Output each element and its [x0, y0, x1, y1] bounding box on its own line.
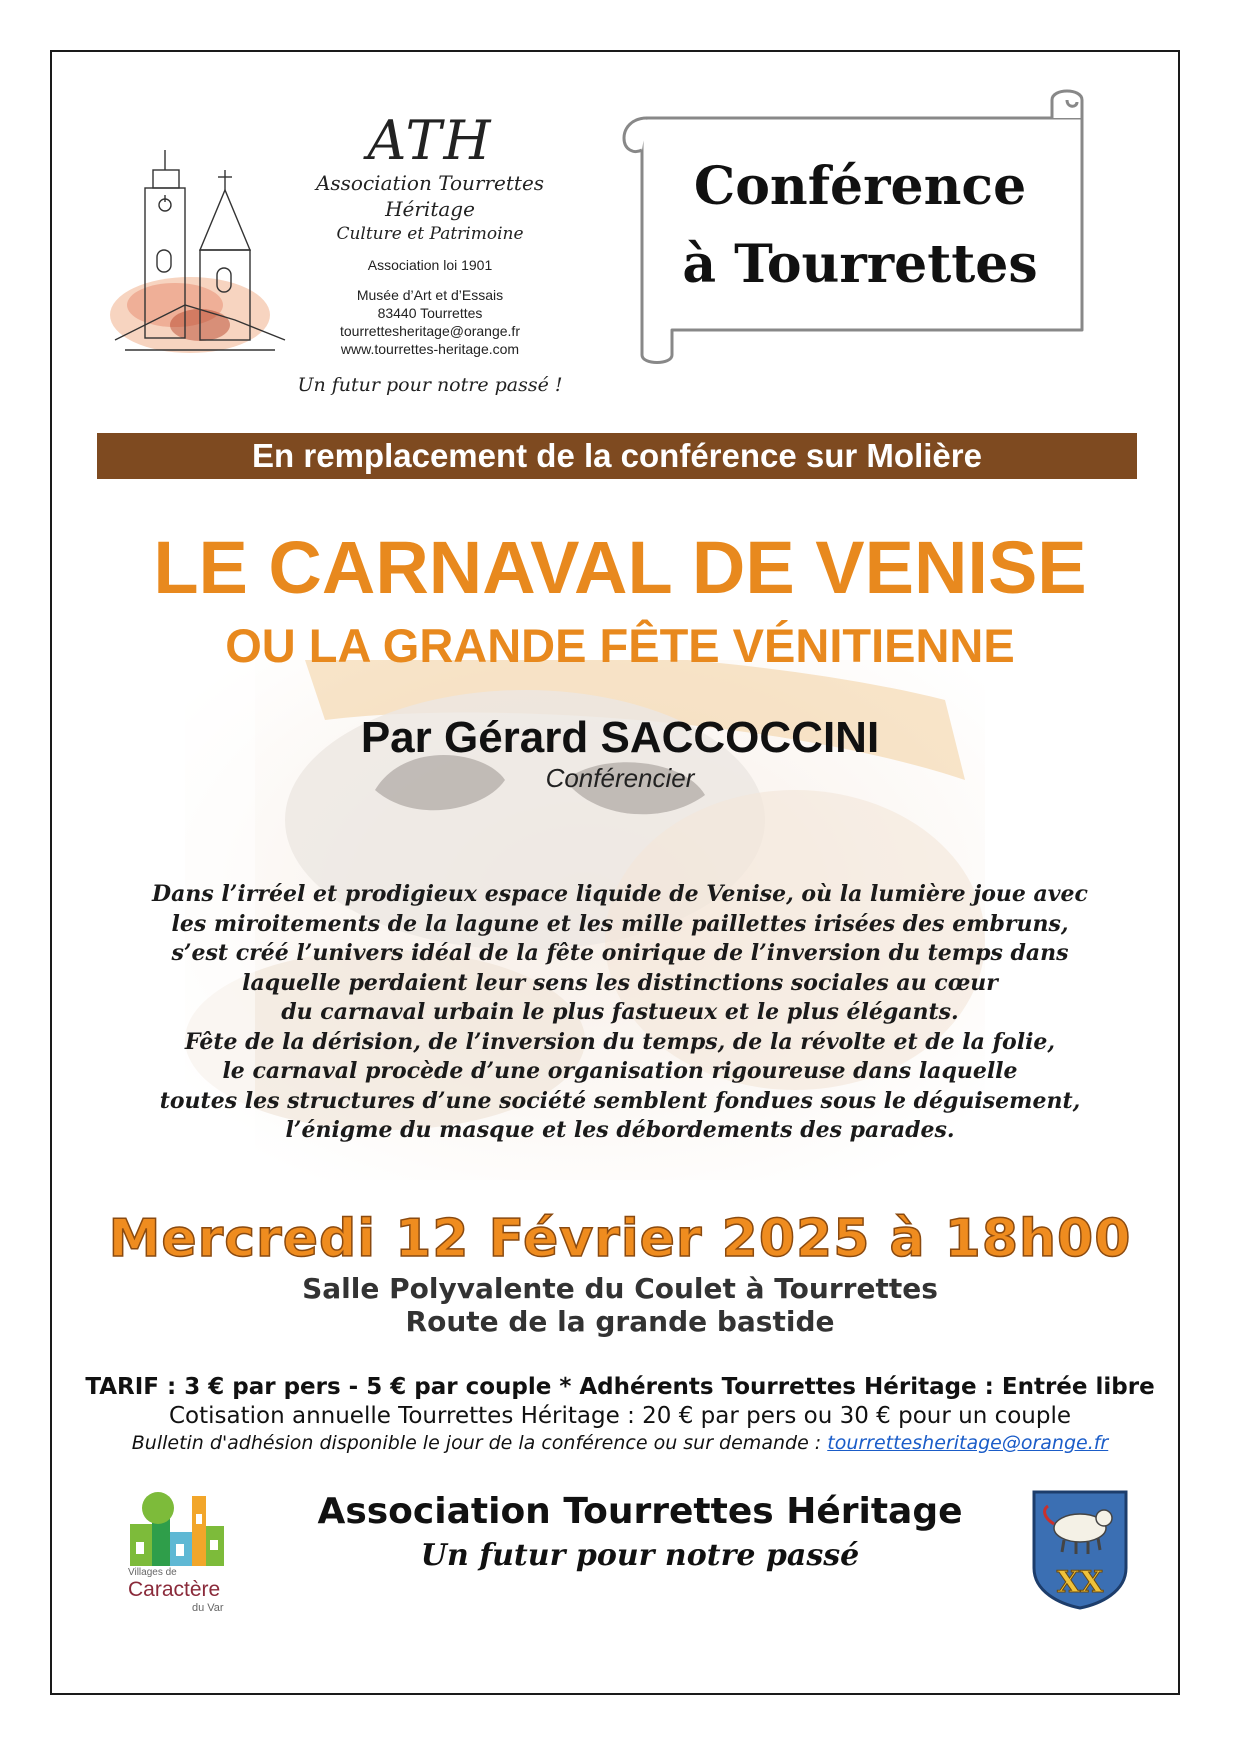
event-venue [60, 1272, 1180, 1338]
scroll-title [650, 148, 1070, 304]
scroll-title-line2: à Tourrettes [682, 234, 1038, 295]
logo-email: tourrettesheritage@orange.fr [340, 323, 520, 339]
logo-acronym: ATH [367, 109, 493, 172]
tourrettes-crest-icon [1030, 1488, 1130, 1610]
logo-website: www.tourrettes-heritage.com [340, 341, 520, 357]
church-sketch-icon [105, 140, 295, 380]
description-line: Fête de la dérision, de l’inversion du temps, de la révolte et de la folie, [184, 1028, 1056, 1055]
speaker-name: Par Gérard SACCOCCINI [360, 713, 880, 762]
villages-line1: Villages de [128, 1567, 177, 1578]
description-line: Dans l’irréel et prodigieux espace liquide de Venise, où la lumière joue avec [152, 881, 1088, 907]
footer-association-name: Association Tourrettes Héritage [317, 1491, 963, 1532]
crest-text: XX [1056, 1565, 1104, 1600]
association-logo-text [270, 109, 590, 398]
description-line: s’est créé l’univers idéal de la fête onirique de l’inversion du temps dans [171, 940, 1069, 966]
replacement-banner: En remplacement de la conférence sur Molière [97, 433, 1137, 479]
logo-legal: Association loi 1901 [367, 257, 493, 273]
logo-motto: Un futur pour notre passé ! [297, 374, 563, 396]
description-line: l’énigme du masque et les débordements des parades. [285, 1117, 955, 1143]
event-date: Mercredi 12 Février 2025 à 18h00 [108, 1209, 1132, 1269]
event-subtitle: OU LA GRANDE FÊTE VÉNITIENNE [225, 619, 1015, 672]
pricing-cotisation: Cotisation annuelle Tourrettes Héritage : 20 € par pers ou 30 € pour un couple [168, 1403, 1072, 1429]
logo-tagline: Culture et Patrimoine [336, 224, 524, 244]
logo-address-line1: Musée d’Art et d’Essais [356, 287, 504, 303]
villages-line2: Caractère [128, 1578, 221, 1601]
event-title: LE CARNAVAL DE VENISE [153, 526, 1087, 609]
speaker-role: Conférencier [545, 763, 695, 793]
description-line: du carnaval urbain le plus fastueux et le plus élégants. [281, 999, 959, 1025]
description-line: les miroitements de la lagune et les mille paillettes irisées des embruns, [171, 910, 1069, 937]
villages-line3: du Var [192, 1602, 224, 1614]
venue-line1: Salle Polyvalente du Coulet à Tourrettes [302, 1272, 938, 1305]
venue-line2: Route de la grande bastide [405, 1305, 835, 1338]
description-line: toutes les structures d’une société semblent fondues sous le déguisement, [159, 1087, 1081, 1114]
logo-address-line2: 83440 Tourrettes [377, 305, 483, 321]
description-line: laquelle perdaient leur sens les distinctions sociales au cœur [242, 969, 998, 996]
logo-name: Association Tourrettes Héritage [315, 171, 545, 221]
scroll-title-line1: Conférence [693, 156, 1027, 217]
pricing-tarif: TARIF : 3 € par pers - 5 € par couple * Adhérents Tourrettes Héritage : Entrée libre [85, 1374, 1155, 1400]
bulletin-text: Bulletin d'adhésion disponible le jour de la conférence ou sur demande : [131, 1432, 828, 1454]
pricing-bulletin [60, 1430, 1180, 1456]
event-description [80, 880, 1160, 1146]
description-line: le carnaval procède d’une organisation rigoureuse dans laquelle [222, 1058, 1018, 1084]
footer-motto: Un futur pour notre passé [420, 1538, 860, 1573]
bulletin-email-link[interactable]: tourrettesheritage@orange.fr [827, 1432, 1109, 1454]
